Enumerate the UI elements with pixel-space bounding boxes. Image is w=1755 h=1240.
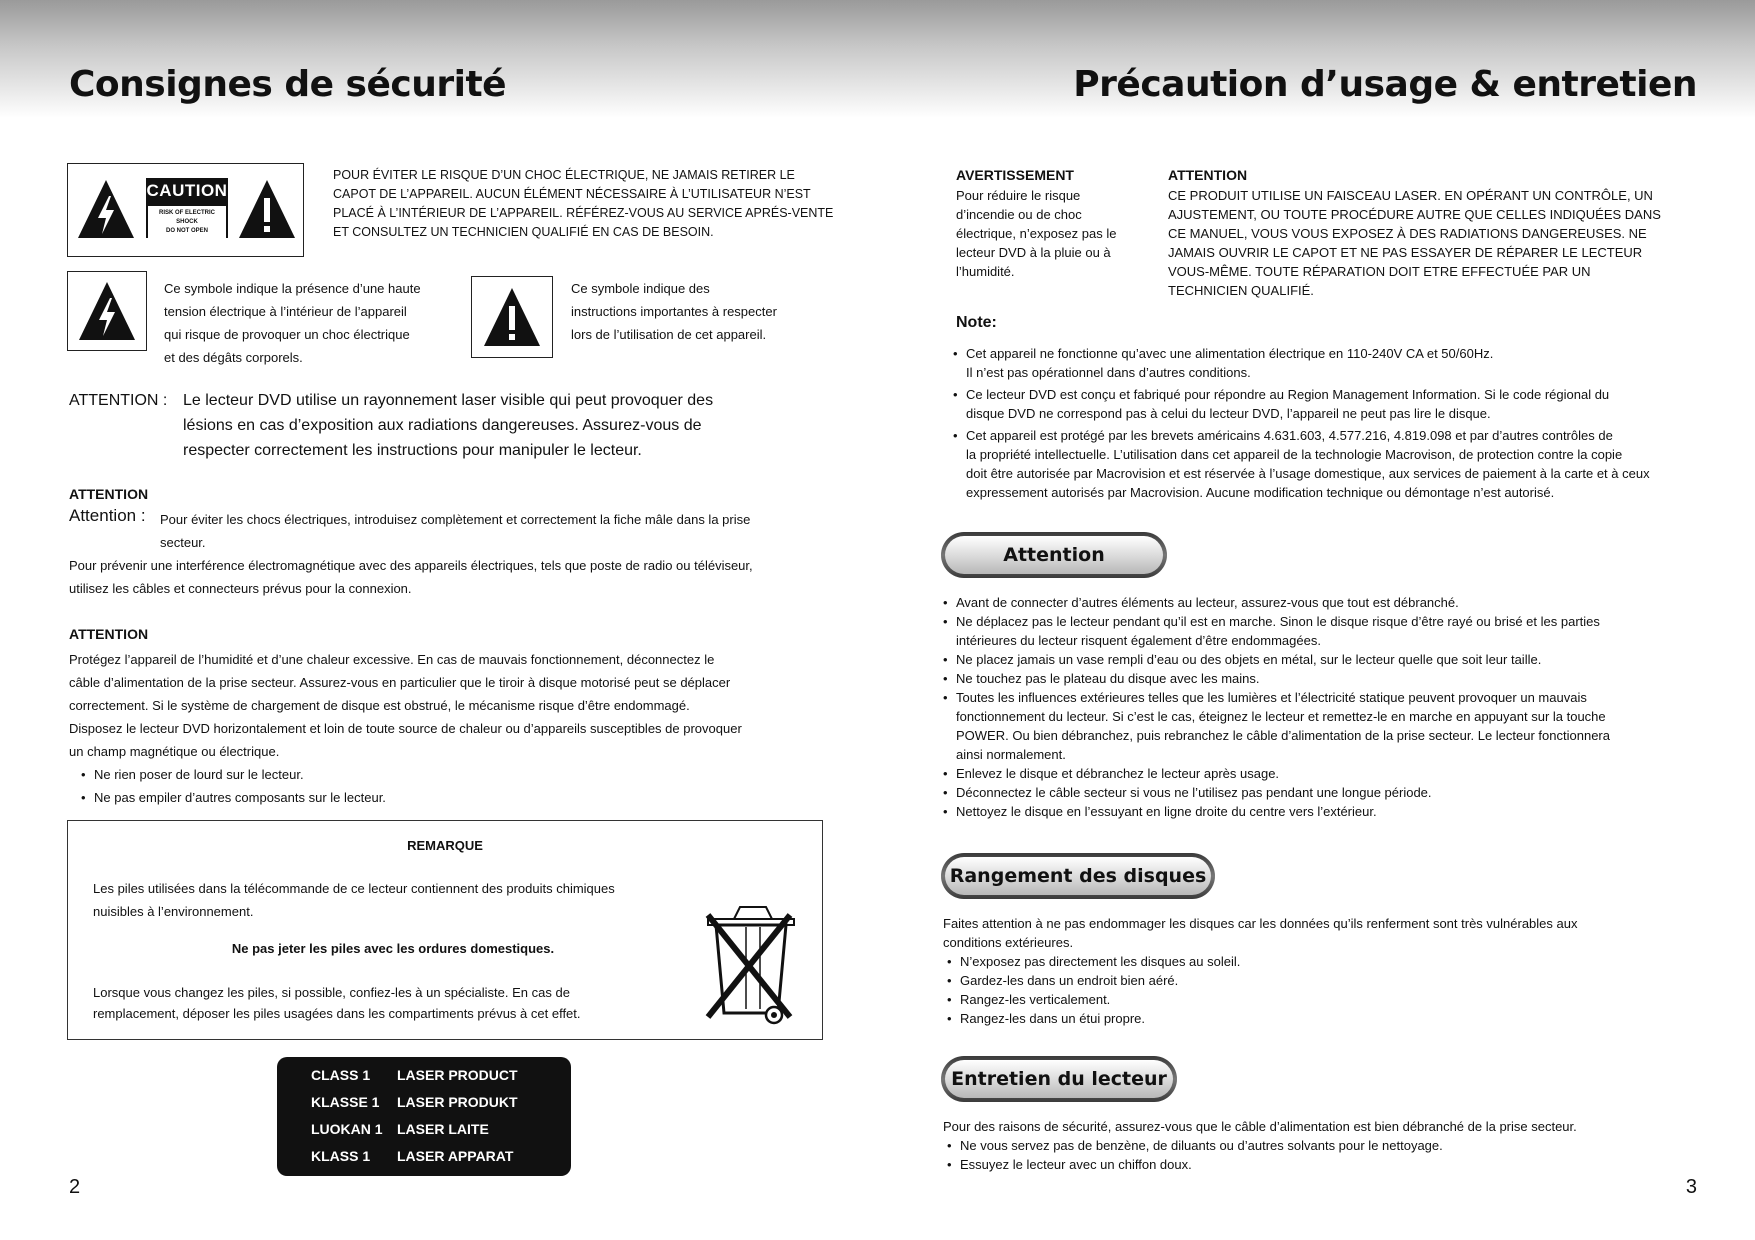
note-line: • Ce lecteur DVD est conçu et fabriqué pour répondre au Region Management Information. Si le code régional du [966,387,1610,402]
avertissement-line: Pour réduire le risque [956,188,1081,203]
right-attention-line: CE PRODUIT UTILISE UN FAISCEAU LASER. EN OPÉRANT UN CONTRÔLE, UN [1168,188,1653,203]
attention-text-line: secteur. [160,535,206,550]
exclamation-warning-icon [237,178,297,240]
list-item [943,612,1688,650]
caution-sticker [146,178,228,238]
attention-list [943,593,1688,821]
remarque-paragraph-2 [93,982,581,1024]
attention-item-line: • Ne touchez pas le plateau du disque avec les mains. [956,671,1260,686]
attention-paragraph-2 [69,648,742,809]
caution-subtext-line1: RISK OF ELECTRIC SHOCK [158,210,215,225]
caution-word: CAUTION [146,181,228,200]
attention-section-pill [941,532,1167,578]
laser-product: LASER LAITE [397,1121,489,1137]
attention-item-line: ainsi normalement. [956,747,1066,762]
laser-attention-line: respecter correctement les instructions pour manipuler le lecteur. [183,442,642,459]
attention2-line: Protégez l’appareil de l’humidité et d’une chaleur excessive. En cas de mauvais fonctionnement, déconnectez le [69,652,715,667]
bolt-description-line: qui risque de provoquer un choc électrique [164,327,410,342]
list-item [943,783,1688,802]
laser-class: CLASS 1 [311,1067,371,1083]
attention-item-line: • Ne déplacez pas le lecteur pendant qu’il est en marche. Sinon le disque risque d’être rayé ou brisé et les parties [956,614,1600,629]
exclamation-symbol-description [571,277,777,346]
caution-subtext-line2: DO NOT OPEN [165,228,208,234]
list-item: • Rangez-les dans un étui propre. [947,1009,1240,1028]
entretien-list [947,1136,1443,1174]
bolt-symbol-description [164,277,421,369]
caution-subtext [148,206,226,239]
list-item [953,344,1688,382]
attention-item-line: • Avant de connecter d’autres éléments au lecteur, assurez-vous que tout est débranché. [956,595,1459,610]
laser-label-row [311,1121,489,1137]
remarque-line: Les piles utilisées dans la télécommande de ce lecteur contiennent des produits chimiques [93,881,615,896]
list-item: • Ne pas empiler d’autres composants sur le lecteur. [81,786,742,809]
interference-line: Pour prévenir une interférence électromagnétique avec des appareils électriques, tels que poste de radio ou téléviseur, [69,558,753,573]
laser-attention-line: lésions en cas d’exposition aux radiations dangereuses. Assurez-vous de [183,417,702,434]
high-voltage-icon [76,280,138,342]
shock-warning-line: PLACÉ À L’INTÉRIEUR DE L’APPAREIL. RÉFÉREZ-VOUS AU SERVICE APRÉS-VENTE [333,206,834,220]
list-item [953,426,1688,502]
attention-item-line: POWER. Ou bien débranchez, puis rebranchez le câble d’alimentation de la prise secteur. Le lecteur fonctionnera [956,728,1610,743]
list-item [943,688,1688,764]
caution-label-box [67,163,304,257]
avertissement-line: l’humidité. [956,264,1015,279]
entretien-intro: Pour des raisons de sécurité, assurez-vous que le câble d’alimentation est bien débranché de la prise secteur. [943,1119,1577,1134]
crossed-out-bin-icon [694,897,802,1031]
laser-class: KLASSE 1 [311,1094,380,1110]
rangement-intro-line: Faites attention à ne pas endommager les disques car les données qu’ils renferment sont très vulnérables aux [943,916,1578,931]
avertissement-line: d’incendie ou de choc [956,207,1082,222]
note-line: • Cet appareil est protégé par les brevets américains 4.631.603, 4.577.216, 4.819.098 et par d’autres contrôles de [966,428,1613,443]
shock-warning-line: POUR ÉVITER LE RISQUE D’UN CHOC ÉLECTRIQUE, NE JAMAIS RETIRER LE [333,168,795,182]
page-number-left: 2 [69,1176,81,1198]
exclamation-icon [481,286,543,348]
laser-label-row [311,1067,518,1083]
rangement-section-pill [941,853,1215,899]
bolt-description-line: tension électrique à l’intérieur de l’appareil [164,304,407,319]
exclaim-description-line: Ce symbole indique des [571,281,710,296]
entretien-section-pill [941,1056,1177,1102]
avertissement-line: lecteur DVD à la pluie ou à [956,245,1111,260]
shock-warning-line: ET CONSULTEZ UN TECHNICIEN QUALIFIÉ EN CAS DE BESOIN. [333,225,714,239]
exclaim-description-line: lors de l’utilisation de cet appareil. [571,327,767,342]
attention-text-1 [160,508,750,554]
attention-item-line: • Nettoyez le disque en l’essuyant en ligne droite du centre vers l’extérieur. [956,804,1377,819]
right-attention-line: AJUSTEMENT, OU TOUTE PROCÉDURE AUTRE QUE CELLES INDIQUÉES DANS [1168,207,1661,222]
left-page-title: Consignes de sécurité [69,64,507,105]
bolt-description-line: Ce symbole indique la présence d’une haute [164,281,421,296]
remarque-bold-line: Ne pas jeter les piles avec les ordures domestiques. [231,941,555,956]
list-item [943,802,1688,821]
remarque-line: Lorsque vous changez les piles, si possible, confiez-les à un spécialiste. En cas de [93,985,570,1000]
shock-warning-line: CAPOT DE L’APPAREIL. AUCUN ÉLÉMENT NÉCESSAIRE À L’UTILISATEUR N’EST [333,187,811,201]
attention2-bullet-list [81,763,742,809]
note-line: • Cet appareil ne fonctionne qu’avec une alimentation électrique en 110-240V CA et 50/60Hz. [966,346,1494,361]
note-heading: Note: [956,314,997,331]
list-item: • Ne vous servez pas de benzène, de diluants ou d’autres solvants pour le nettoyage. [947,1136,1443,1155]
attention-heading-2: ATTENTION [69,626,149,642]
attention2-line: câble d’alimentation de la prise secteur. Assurez-vous en particulier que le tiroir à disque motorisé peut se déplacer [69,675,731,690]
attention-item-line: • Toutes les influences extérieures telles que les lumières et l’électricité statique peuvent provoquer un mauvais [956,690,1587,705]
attention-item-line: • Déconnectez le câble secteur si vous ne l’utilisez pas pendant une longue période. [956,785,1432,800]
note-line: disque DVD ne correspond pas à celui du lecteur DVD, l’appareil ne peut pas lire le disque. [966,406,1491,421]
note-line: la propriété intellectuelle. L’utilisation dans cet appareil de la technologie Macrovison, de protection contre la copie [966,447,1623,462]
attention-heading-1: ATTENTION [69,486,149,502]
laser-product: LASER PRODUCT [397,1067,518,1083]
list-item [943,669,1688,688]
attention-item-line: • Ne placez jamais un vase rempli d’eau ou des objets en métal, sur le lecteur quelle que soit leur taille. [956,652,1542,667]
laser-attention-line: Le lecteur DVD utilise un rayonnement laser visible qui peut provoquer des [183,392,714,409]
bolt-symbol-box [67,271,147,351]
right-attention-line: VOUS-MÊME. TOUTE RÉPARATION DOIT ETRE EFFECTUÉE PAR UN [1168,264,1591,279]
page-number-right: 3 [1685,1176,1697,1198]
remarque-box [67,820,823,1040]
right-attention-line: TECHNICIEN QUALIFIÉ. [1168,283,1314,298]
high-voltage-warning-icon [76,178,136,240]
list-item: • Rangez-les verticalement. [947,990,1240,1009]
exclaim-description-line: instructions importantes à respecter [571,304,777,319]
bolt-description-line: et des dégâts corporels. [164,350,303,365]
list-item [943,764,1688,783]
right-attention-line: CE MANUEL, VOUS VOUS EXPOSEZ À DES RADIATIONS DANGEREUSES. NE [1168,226,1647,241]
right-page-title: Précaution d’usage & entretien [1073,64,1697,105]
remarque-line: nuisibles à l’environnement. [93,904,254,919]
laser-label-row [311,1148,514,1164]
avertissement-line: électrique, n’exposez pas le [956,226,1117,241]
shock-warning-caps [333,166,853,242]
list-item: • N’exposez pas directement les disques au soleil. [947,952,1240,971]
avertissement-text [956,186,1116,281]
rangement-section-title: Rangement des disques [945,857,1211,895]
interference-paragraph [69,554,753,600]
attention2-line: correctement. Si le système de chargement de disque est obstrué, le mécanisme risque d’être endommagé. [69,698,690,713]
laser-product-label [277,1057,571,1176]
laser-class: KLASS 1 [311,1148,371,1164]
list-item: • Essuyez le lecteur avec un chiffon doux. [947,1155,1443,1174]
list-item [943,593,1688,612]
laser-attention-label: ATTENTION : [69,392,168,409]
laser-product: LASER APPARAT [397,1148,514,1164]
note-line: expressement autorisés par Macrovision. Aucune modification technique ou démontage n’est autorisé. [966,485,1555,500]
rangement-list [947,952,1240,1028]
interference-line: utilisez les câbles et connecteurs prévus pour la connexion. [69,581,412,596]
note-list [953,344,1688,502]
attention2-line: un champ magnétique ou électrique. [69,744,280,759]
laser-attention-text [183,388,713,463]
attention-item-line: intérieures du lecteur risquent également d’être endommagées. [956,633,1321,648]
attention-label-1: Attention : [69,506,146,525]
remarque-line: remplacement, déposer les piles usagées dans les compartiments prévus à cet effet. [93,1006,581,1021]
attention-section-title: Attention [945,536,1163,574]
note-line: Il n’est pas opérationnel dans d’autres conditions. [966,365,1251,380]
entretien-section-title: Entretien du lecteur [945,1060,1173,1098]
rangement-intro-line: conditions extérieures. [943,935,1074,950]
laser-product: LASER PRODUKT [397,1094,518,1110]
list-item [943,650,1688,669]
note-line: doit être autorisée par Macrovision et est réservée à l’usage domestique, aux services de paiement à la carte et à ceux [966,466,1650,481]
list-item [953,385,1688,423]
attention-item-line: • Enlevez le disque et débranchez le lecteur après usage. [956,766,1280,781]
attention-text-line: Pour éviter les chocs électriques, introduisez complètement et correctement la fiche mâle dans la prise [160,512,751,527]
exclamation-symbol-box [471,276,553,358]
attention-item-line: fonctionnement du lecteur. Si c’est le cas, éteignez le lecteur et remettez-le en marche en appuyant sur la touche [956,709,1606,724]
list-item: • Ne rien poser de lourd sur le lecteur. [81,763,742,786]
remarque-title: REMARQUE [407,838,483,853]
right-attention-text [1168,186,1661,300]
laser-label-row [311,1094,518,1110]
right-attention-line: JAMAIS OUVRIR LE CAPOT ET NE PAS ESSAYER DE RÉPARER LE LECTEUR [1168,245,1643,260]
list-item: • Gardez-les dans un endroit bien aéré. [947,971,1240,990]
laser-class: LUOKAN 1 [311,1121,383,1137]
attention2-line: Disposez le lecteur DVD horizontalement et loin de toute source de chaleur ou d’appareils susceptibles de provoquer [69,721,742,736]
avertissement-heading: AVERTISSEMENT [956,167,1074,183]
rangement-intro [943,914,1688,952]
remarque-paragraph-1 [93,877,615,923]
right-attention-heading: ATTENTION [1168,167,1248,183]
